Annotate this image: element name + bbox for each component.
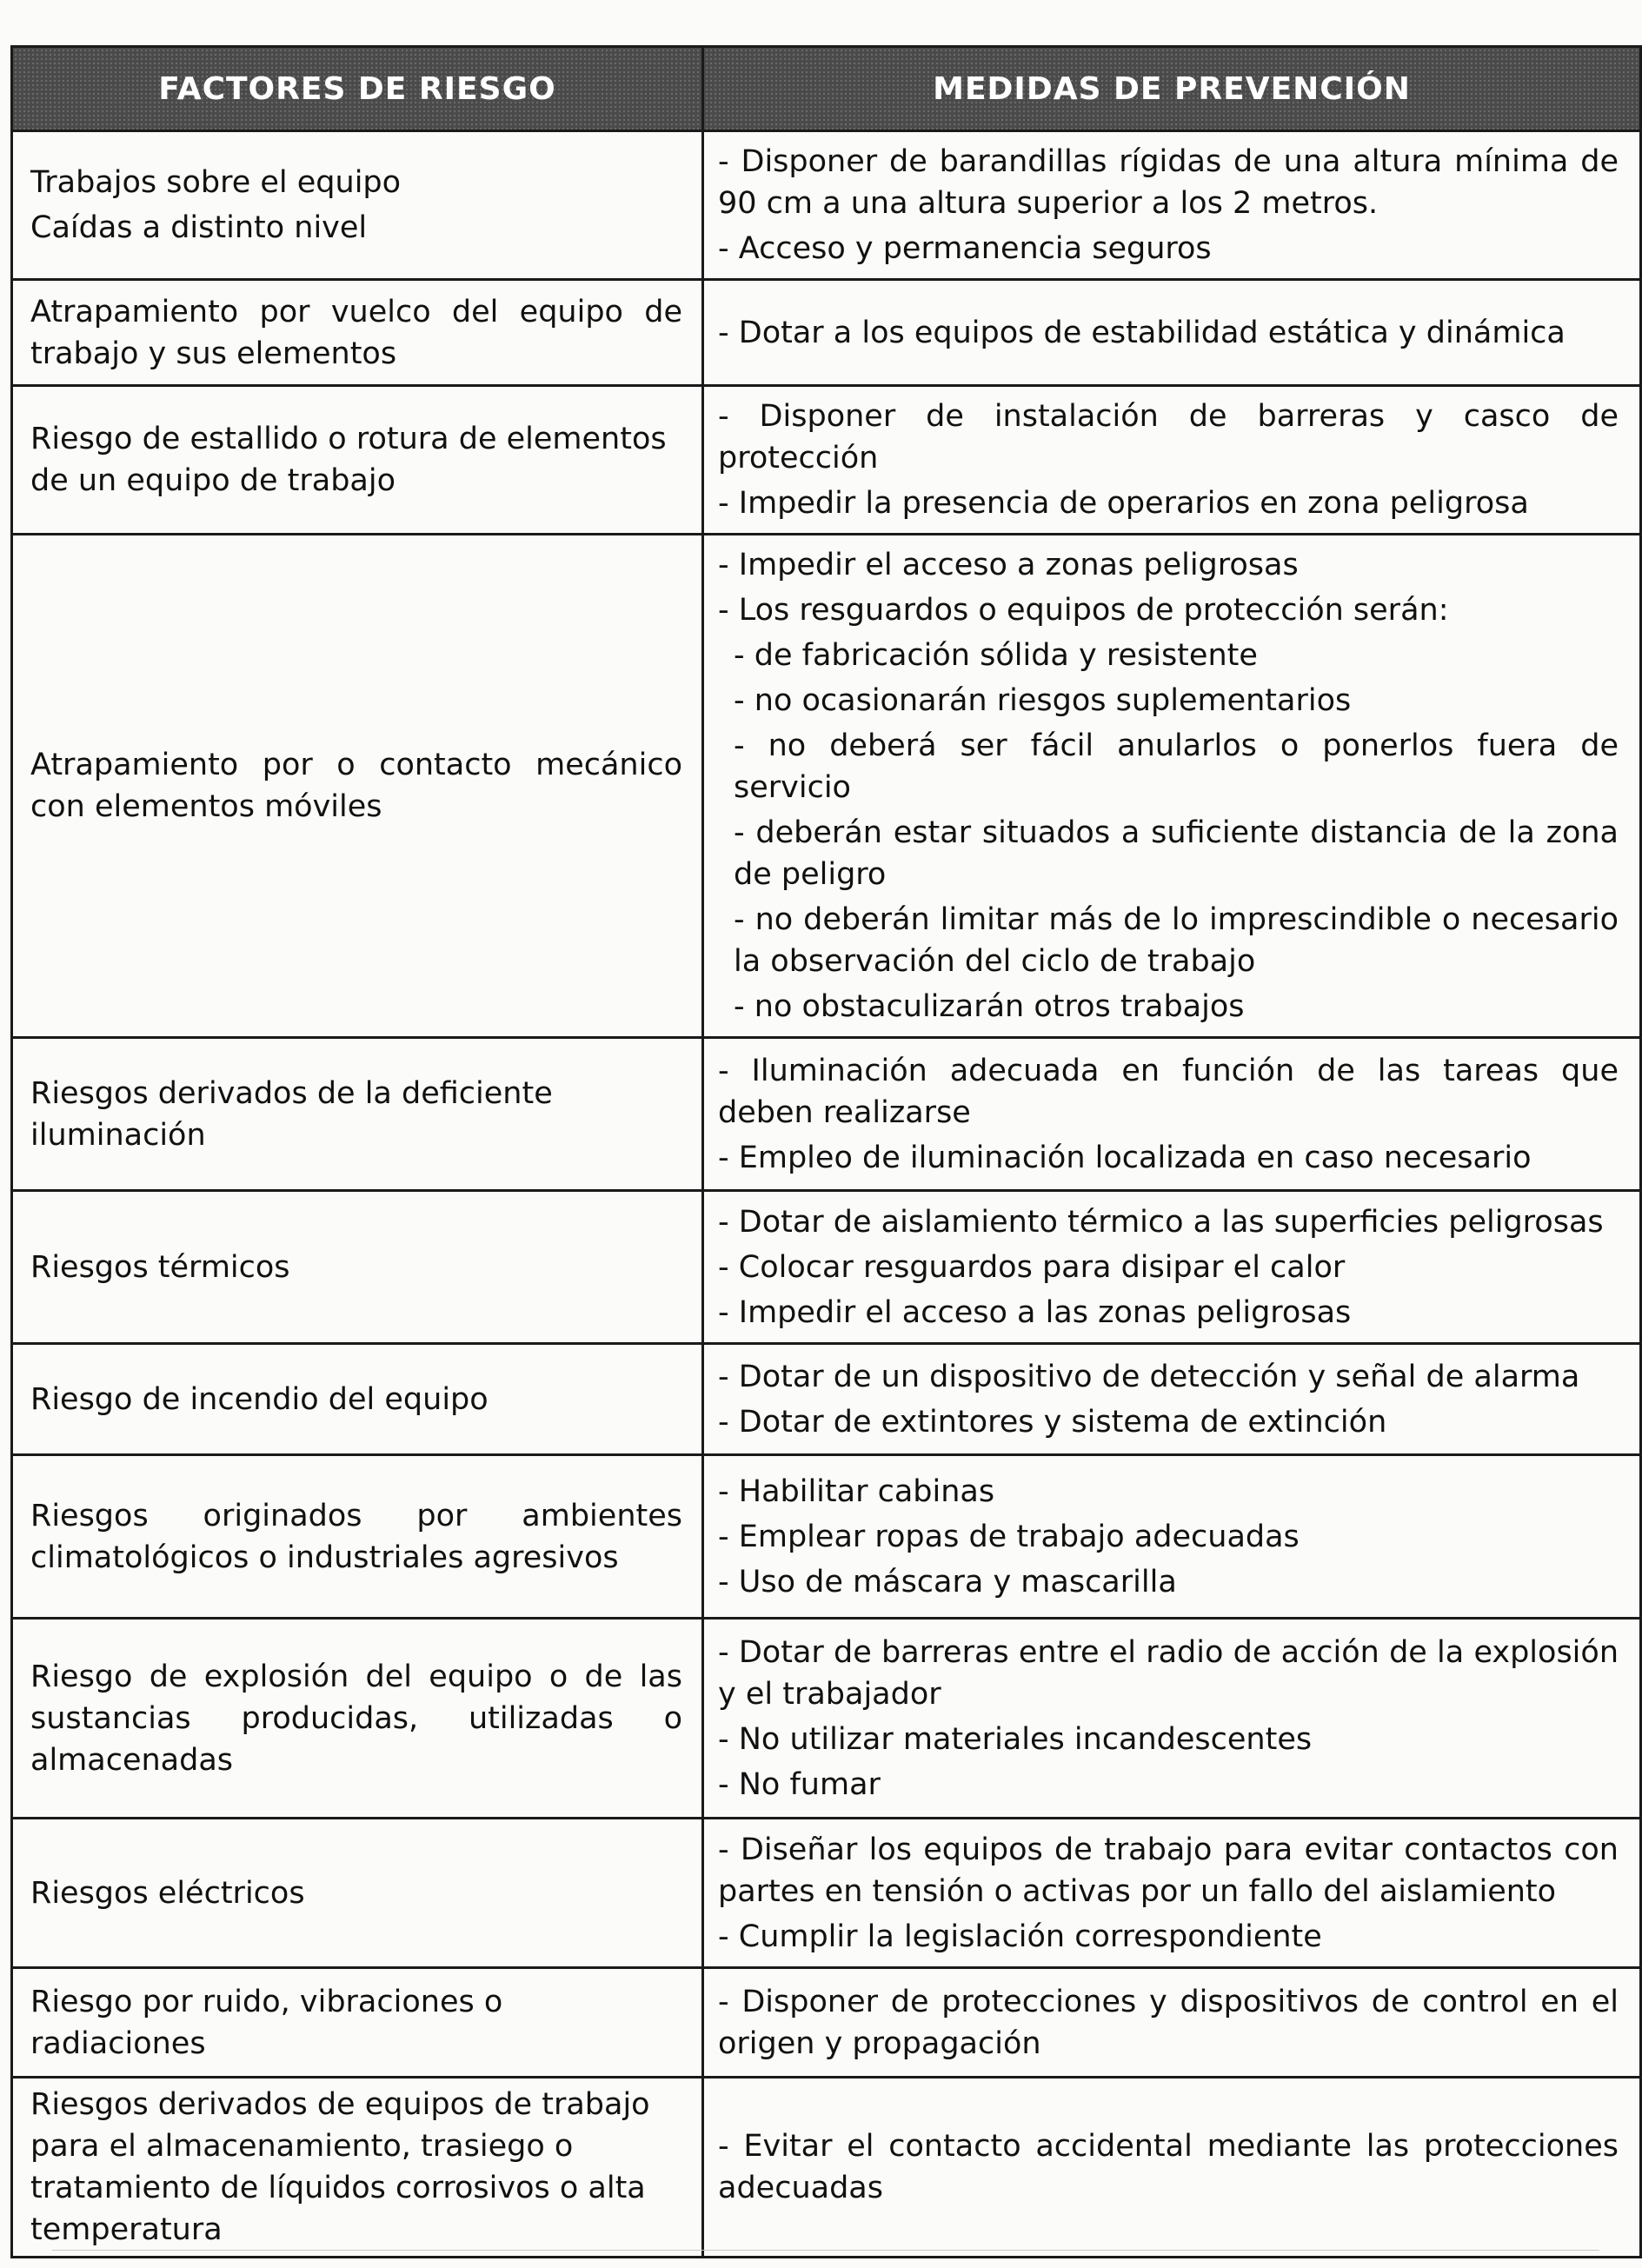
risk-factor-text: Atrapamiento por o contacto mecánico con elementos móviles: [30, 748, 682, 824]
prevention-measure: - Impedir el acceso a zonas peligrosas: [718, 548, 1299, 582]
prevention-measure: - Dotar de barreras entre el radio de acción de la explosión y el trabajador: [718, 1634, 1619, 1712]
prevention-measures-cell: [703, 2078, 1641, 2258]
prevention-measure: - Cumplir la legislación correspondiente: [718, 1919, 1322, 1954]
risk-factor-text: Riesgos térmicos: [30, 1249, 290, 1285]
prevention-measure: - No utilizar materiales incandescentes: [718, 1721, 1313, 1757]
prevention-measures-cell: [703, 1191, 1641, 1344]
prevention-measure: - Dotar de un dispositivo de detección y señal de alarma: [718, 1359, 1580, 1394]
risk-factor-text: Riesgos derivados de la deficiente iluminación: [30, 1075, 553, 1153]
prevention-measures-cell: [703, 1968, 1641, 2078]
risk-factor-text: Riesgos eléctricos: [30, 1875, 305, 1911]
table-row: [12, 131, 1641, 280]
prevention-sub-measure: - no obstaculizarán otros trabajos: [734, 989, 1245, 1024]
prevention-measure: - Diseñar los equipos de trabajo para evitar contactos con partes en tensión o activas por un fallo del aislamiento: [718, 1832, 1619, 1909]
table-row: [12, 280, 1641, 386]
risk-factor-text: Atrapamiento por vuelco del equipo de trabajo y sus elementos: [30, 294, 682, 371]
risk-factor-cell: [12, 1819, 703, 1968]
prevention-measures-cell: [703, 386, 1641, 535]
prevention-measure: - Dotar a los equipos de estabilidad estática y dinámica: [718, 315, 1566, 350]
prevention-measure: - Empleo de iluminación localizada en caso necesario: [718, 1140, 1532, 1175]
prevention-measures-cell: [703, 1819, 1641, 1968]
prevention-measure: - Emplear ropas de trabajo adecuadas: [718, 1519, 1300, 1554]
risk-factor-cell: [12, 1455, 703, 1619]
risk-prevention-table: [10, 45, 1642, 2258]
prevention-sub-measure: - de fabricación sólida y resistente: [734, 638, 1258, 673]
prevention-measure: - Uso de máscara y mascarilla: [718, 1564, 1177, 1600]
prevention-measure: - Evitar el contacto accidental mediante las protecciones adecuadas: [718, 2129, 1619, 2205]
prevention-measures-cell: [703, 1455, 1641, 1619]
risk-factor-cell: [12, 280, 703, 386]
table-header-row: [12, 47, 1641, 131]
prevention-sub-measure: - no ocasionarán riesgos suplementarios: [734, 683, 1352, 718]
risk-factor-text: Riesgo por ruido, vibraciones o radiaciones: [30, 1984, 503, 2061]
table-row: [12, 386, 1641, 535]
prevention-measure: - Acceso y permanencia seguros: [718, 231, 1212, 266]
risk-factor-text: Riesgos originados por ambientes climatológicos o industriales agresivos: [30, 1498, 682, 1575]
table-row: [12, 1455, 1641, 1619]
risk-factor-cell: [12, 2078, 703, 2258]
prevention-measure: - Impedir la presencia de operarios en zona peligrosa: [718, 486, 1529, 521]
table-row: [12, 1038, 1641, 1191]
prevention-measures-cell: [703, 535, 1641, 1038]
table-row: [12, 1819, 1641, 1968]
header-prevention-measures: MEDIDAS DE PREVENCIÓN: [703, 47, 1641, 131]
prevention-measure: - Iluminación adecuada en función de las tareas que deben realizarse: [718, 1053, 1619, 1130]
risk-factor-cell: [12, 1619, 703, 1819]
prevention-sub-measure: - deberán estar situados a suficiente distancia de la zona de peligro: [734, 815, 1619, 892]
table-row: [12, 535, 1641, 1038]
risk-factor-cell: [12, 1968, 703, 2078]
prevention-measure: - Habilitar cabinas: [718, 1473, 995, 1509]
prevention-measure: - Disponer de instalación de barreras y casco de protección: [718, 399, 1619, 476]
table-row: [12, 2078, 1641, 2258]
risk-factor-text: Trabajos sobre el equipo: [30, 165, 402, 200]
header-risk-factors: FACTORES DE RIESGO: [12, 47, 703, 131]
prevention-measure: - Disponer de protecciones y dispositivos de control en el origen y propagación: [718, 1984, 1619, 2061]
risk-factor-cell: [12, 1038, 703, 1191]
prevention-measure: - Colocar resguardos para disipar el calor: [718, 1249, 1346, 1285]
risk-factor-text: Riesgos derivados de equipos de trabajo para el almacenamiento, trasiego o tratamiento de líquidos corrosivos o alta temperatura: [30, 2087, 650, 2247]
prevention-measure: - Los resguardos o equipos de protección serán:: [718, 593, 1449, 628]
prevention-measure: - Dotar de extintores y sistema de extinción: [718, 1404, 1387, 1440]
risk-factor-text: Riesgo de explosión del equipo o de las sustancias producidas, utilizadas o almacenadas: [30, 1659, 682, 1778]
risk-factor-text: Riesgo de estallido o rotura de elementos de un equipo de trabajo: [30, 422, 667, 498]
prevention-measure: - Impedir el acceso a las zonas peligrosas: [718, 1294, 1352, 1330]
risk-factor-cell: [12, 535, 703, 1038]
prevention-measure: - Disponer de barandillas rígidas de una altura mínima de 90 cm a una altura superior a los 2 metros.: [718, 144, 1619, 221]
prevention-measures-cell: [703, 131, 1641, 280]
prevention-measure: - No fumar: [718, 1766, 881, 1802]
risk-factor-cell: [12, 1191, 703, 1344]
prevention-sub-measure: - no deberá ser fácil anularlos o ponerlos fuera de servicio: [734, 728, 1619, 805]
table-row: [12, 1619, 1641, 1819]
prevention-measures-cell: [703, 1619, 1641, 1819]
risk-factor-text: Riesgo de incendio del equipo: [30, 1381, 489, 1417]
prevention-measures-cell: [703, 1344, 1641, 1455]
table-row: [12, 1344, 1641, 1455]
prevention-sub-measure: - no deberán limitar más de lo imprescindible o necesario la observación del ciclo de trabajo: [734, 902, 1619, 979]
prevention-measure: - Dotar de aislamiento térmico a las superficies peligrosas: [718, 1204, 1604, 1240]
risk-factor-cell: [12, 386, 703, 535]
page-footer-rule: [52, 2250, 1599, 2251]
prevention-measures-cell: [703, 1038, 1641, 1191]
risk-factor-cell: [12, 131, 703, 280]
prevention-measures-cell: [703, 280, 1641, 386]
risk-factor-text: Caídas a distinto nivel: [30, 210, 368, 245]
table-row: [12, 1968, 1641, 2078]
risk-factor-cell: [12, 1344, 703, 1455]
table-row: [12, 1191, 1641, 1344]
